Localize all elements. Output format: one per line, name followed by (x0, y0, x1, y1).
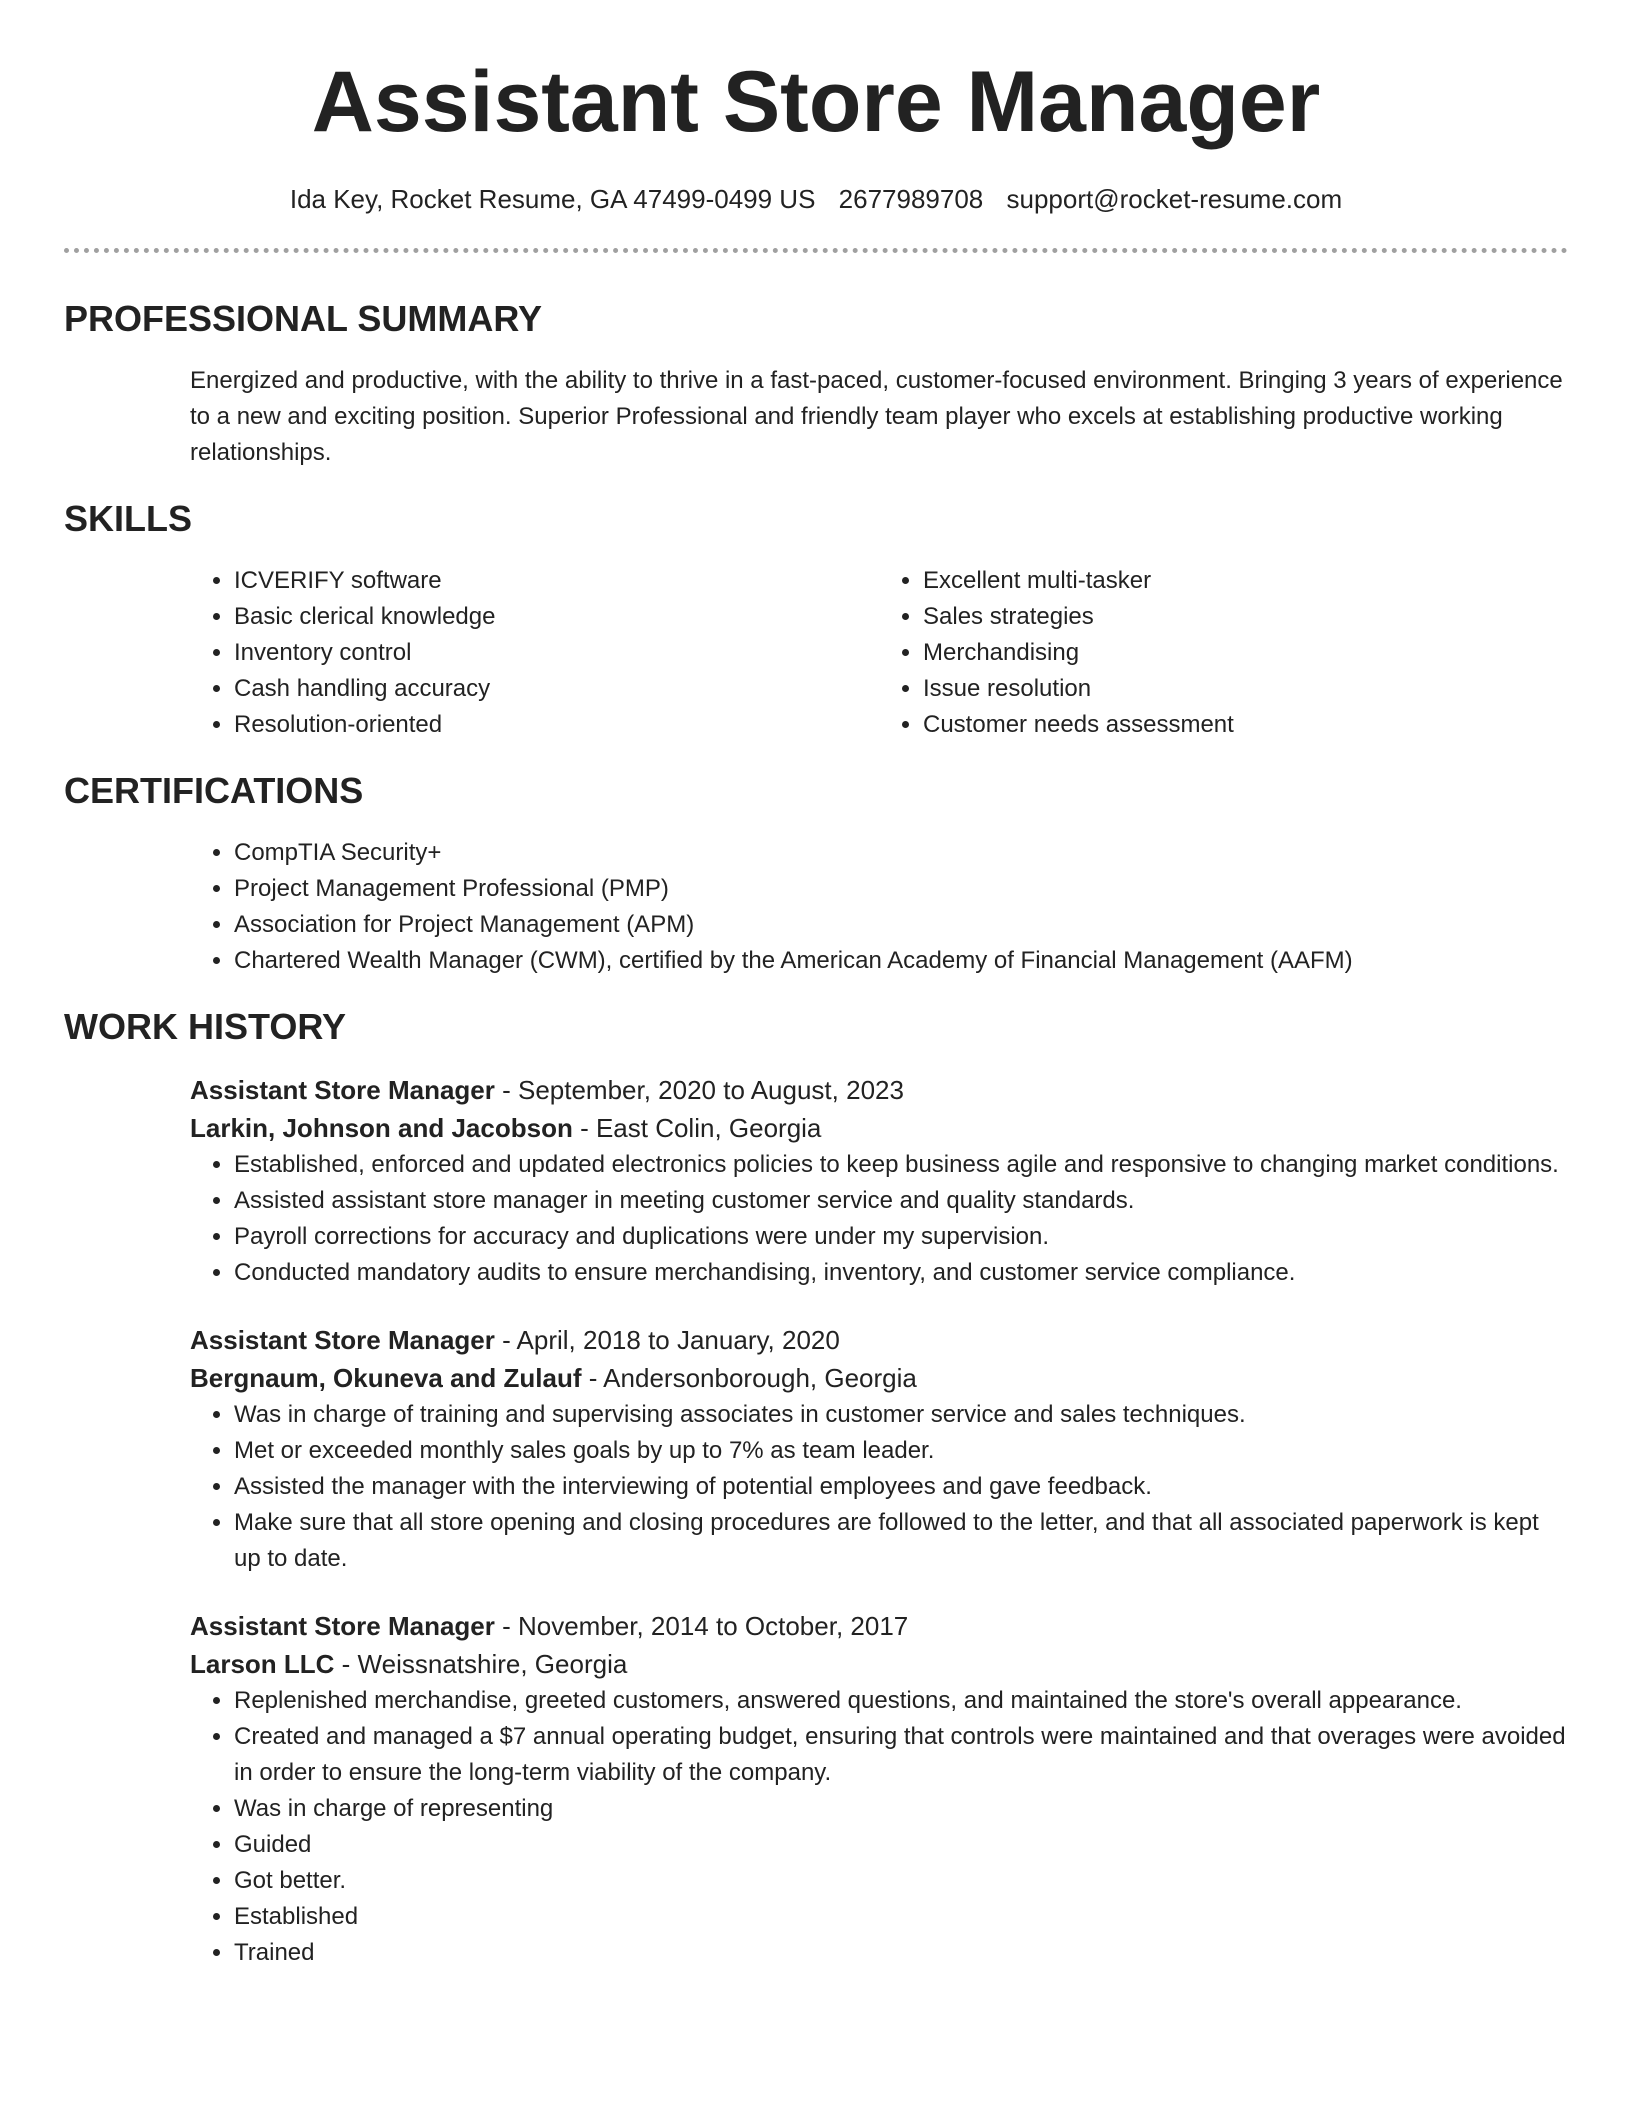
skills-heading: SKILLS (64, 498, 193, 539)
job-company: Larson LLC (190, 1649, 335, 1679)
job-role-line (190, 1607, 1568, 1645)
job-bullet: • Conducted mandatory audits to ensure merchandising, inventory, and customer service compliance. (234, 1255, 1568, 1291)
job-role: Assistant Store Manager (190, 1611, 495, 1641)
skill-item: • Sales strategies (923, 599, 1568, 635)
certification-item: • Chartered Wealth Manager (CWM), certified by the American Academy of Financial Management (AAFM) (234, 943, 1568, 979)
job-location: - Andersonborough, Georgia (581, 1363, 917, 1393)
job-bullet: • Assisted the manager with the interviewing of potential employees and gave feedback. (234, 1469, 1568, 1505)
job-role-line (190, 1321, 1568, 1359)
resume-title: Assistant Store Manager (311, 54, 1321, 150)
skill-item: • Issue resolution (923, 671, 1568, 707)
contact-line (64, 182, 1568, 216)
skills-section (64, 497, 1568, 743)
job-bullet: • Replenished merchandise, greeted customers, answered questions, and maintained the store's overall appearance. (234, 1683, 1568, 1719)
job-entry (190, 1321, 1568, 1577)
summary-text: Energized and productive, with the ability to thrive in a fast-paced, customer-focused environment. Bringing 3 years of experience to a new and exciting position. Superior Professional and friendly team player who excels at establishing productive working relationships. (190, 367, 1563, 466)
summary-body (190, 363, 1568, 471)
skill-item: • Excellent multi-tasker (923, 563, 1568, 599)
certifications-section (64, 769, 1568, 979)
contact-phone: 2677989708 (838, 184, 984, 214)
job-bullet: • Got better. (234, 1863, 1568, 1899)
job-bullet: • Established, enforced and updated electronics policies to keep business agile and responsive to changing market conditions. (234, 1147, 1568, 1183)
skills-list-right (879, 563, 1568, 743)
job-role: Assistant Store Manager (190, 1325, 495, 1355)
certification-item: • Project Management Professional (PMP) (234, 871, 1568, 907)
work-history-heading: WORK HISTORY (64, 1006, 347, 1047)
job-bullets (190, 1397, 1568, 1577)
job-bullets (190, 1147, 1568, 1291)
job-dates: - November, 2014 to October, 2017 (494, 1611, 909, 1641)
job-bullet: • Met or exceeded monthly sales goals by up to 7% as team leader. (234, 1433, 1568, 1469)
work-history-body (190, 1071, 1568, 1971)
certifications-body (190, 835, 1568, 979)
certification-item: • Association for Project Management (APM) (234, 907, 1568, 943)
contact-address: Ida Key, Rocket Resume, GA 47499-0499 US (289, 184, 816, 214)
skills-grid (190, 563, 1568, 743)
job-bullet: • Was in charge of training and supervising associates in customer service and sales techniques. (234, 1397, 1568, 1433)
skills-list-left (190, 563, 879, 743)
job-company: Bergnaum, Okuneva and Zulauf (190, 1363, 582, 1393)
summary-heading: PROFESSIONAL SUMMARY (64, 298, 543, 339)
job-bullets (190, 1683, 1568, 1971)
skill-item: • Merchandising (923, 635, 1568, 671)
job-role: Assistant Store Manager (190, 1075, 495, 1105)
job-location: - East Colin, Georgia (572, 1113, 822, 1143)
header-divider (64, 248, 1568, 253)
job-entry (190, 1607, 1568, 1971)
certifications-heading: CERTIFICATIONS (64, 770, 364, 811)
job-bullet: • Make sure that all store opening and closing procedures are followed to the letter, and that all associated paperwork is kept up to date. (234, 1505, 1568, 1577)
resume-header (64, 0, 1568, 253)
job-bullet: • Payroll corrections for accuracy and duplications were under my supervision. (234, 1219, 1568, 1255)
job-company-line (190, 1359, 1568, 1397)
job-bullet: • Was in charge of representing (234, 1791, 1568, 1827)
job-company-line (190, 1109, 1568, 1147)
job-bullet: • Trained (234, 1935, 1568, 1971)
job-location: - Weissnatshire, Georgia (334, 1649, 628, 1679)
skill-item: • Inventory control (234, 635, 879, 671)
job-bullet: • Assisted assistant store manager in meeting customer service and quality standards. (234, 1183, 1568, 1219)
job-role-line (190, 1071, 1568, 1109)
skill-item: • Cash handling accuracy (234, 671, 879, 707)
job-entry (190, 1071, 1568, 1291)
skill-item: • Basic clerical knowledge (234, 599, 879, 635)
job-dates: - September, 2020 to August, 2023 (494, 1075, 904, 1105)
skill-item: • Resolution-oriented (234, 707, 879, 743)
skill-item: • Customer needs assessment (923, 707, 1568, 743)
certifications-list (190, 835, 1568, 979)
job-company: Larkin, Johnson and Jacobson (190, 1113, 573, 1143)
skill-item: • ICVERIFY software (234, 563, 879, 599)
certification-item: • CompTIA Security+ (234, 835, 1568, 871)
work-history-section (64, 1005, 1568, 1971)
summary-section (64, 297, 1568, 471)
job-bullet: • Established (234, 1899, 1568, 1935)
job-company-line (190, 1645, 1568, 1683)
job-bullet: • Created and managed a $7 annual operating budget, ensuring that controls were maintained and that overages were avoided in order to ensure the long-term viability of the company. (234, 1719, 1568, 1791)
job-bullet: • Guided (234, 1827, 1568, 1863)
contact-email: support@rocket-resume.com (1006, 184, 1343, 214)
job-dates: - April, 2018 to January, 2020 (494, 1325, 840, 1355)
